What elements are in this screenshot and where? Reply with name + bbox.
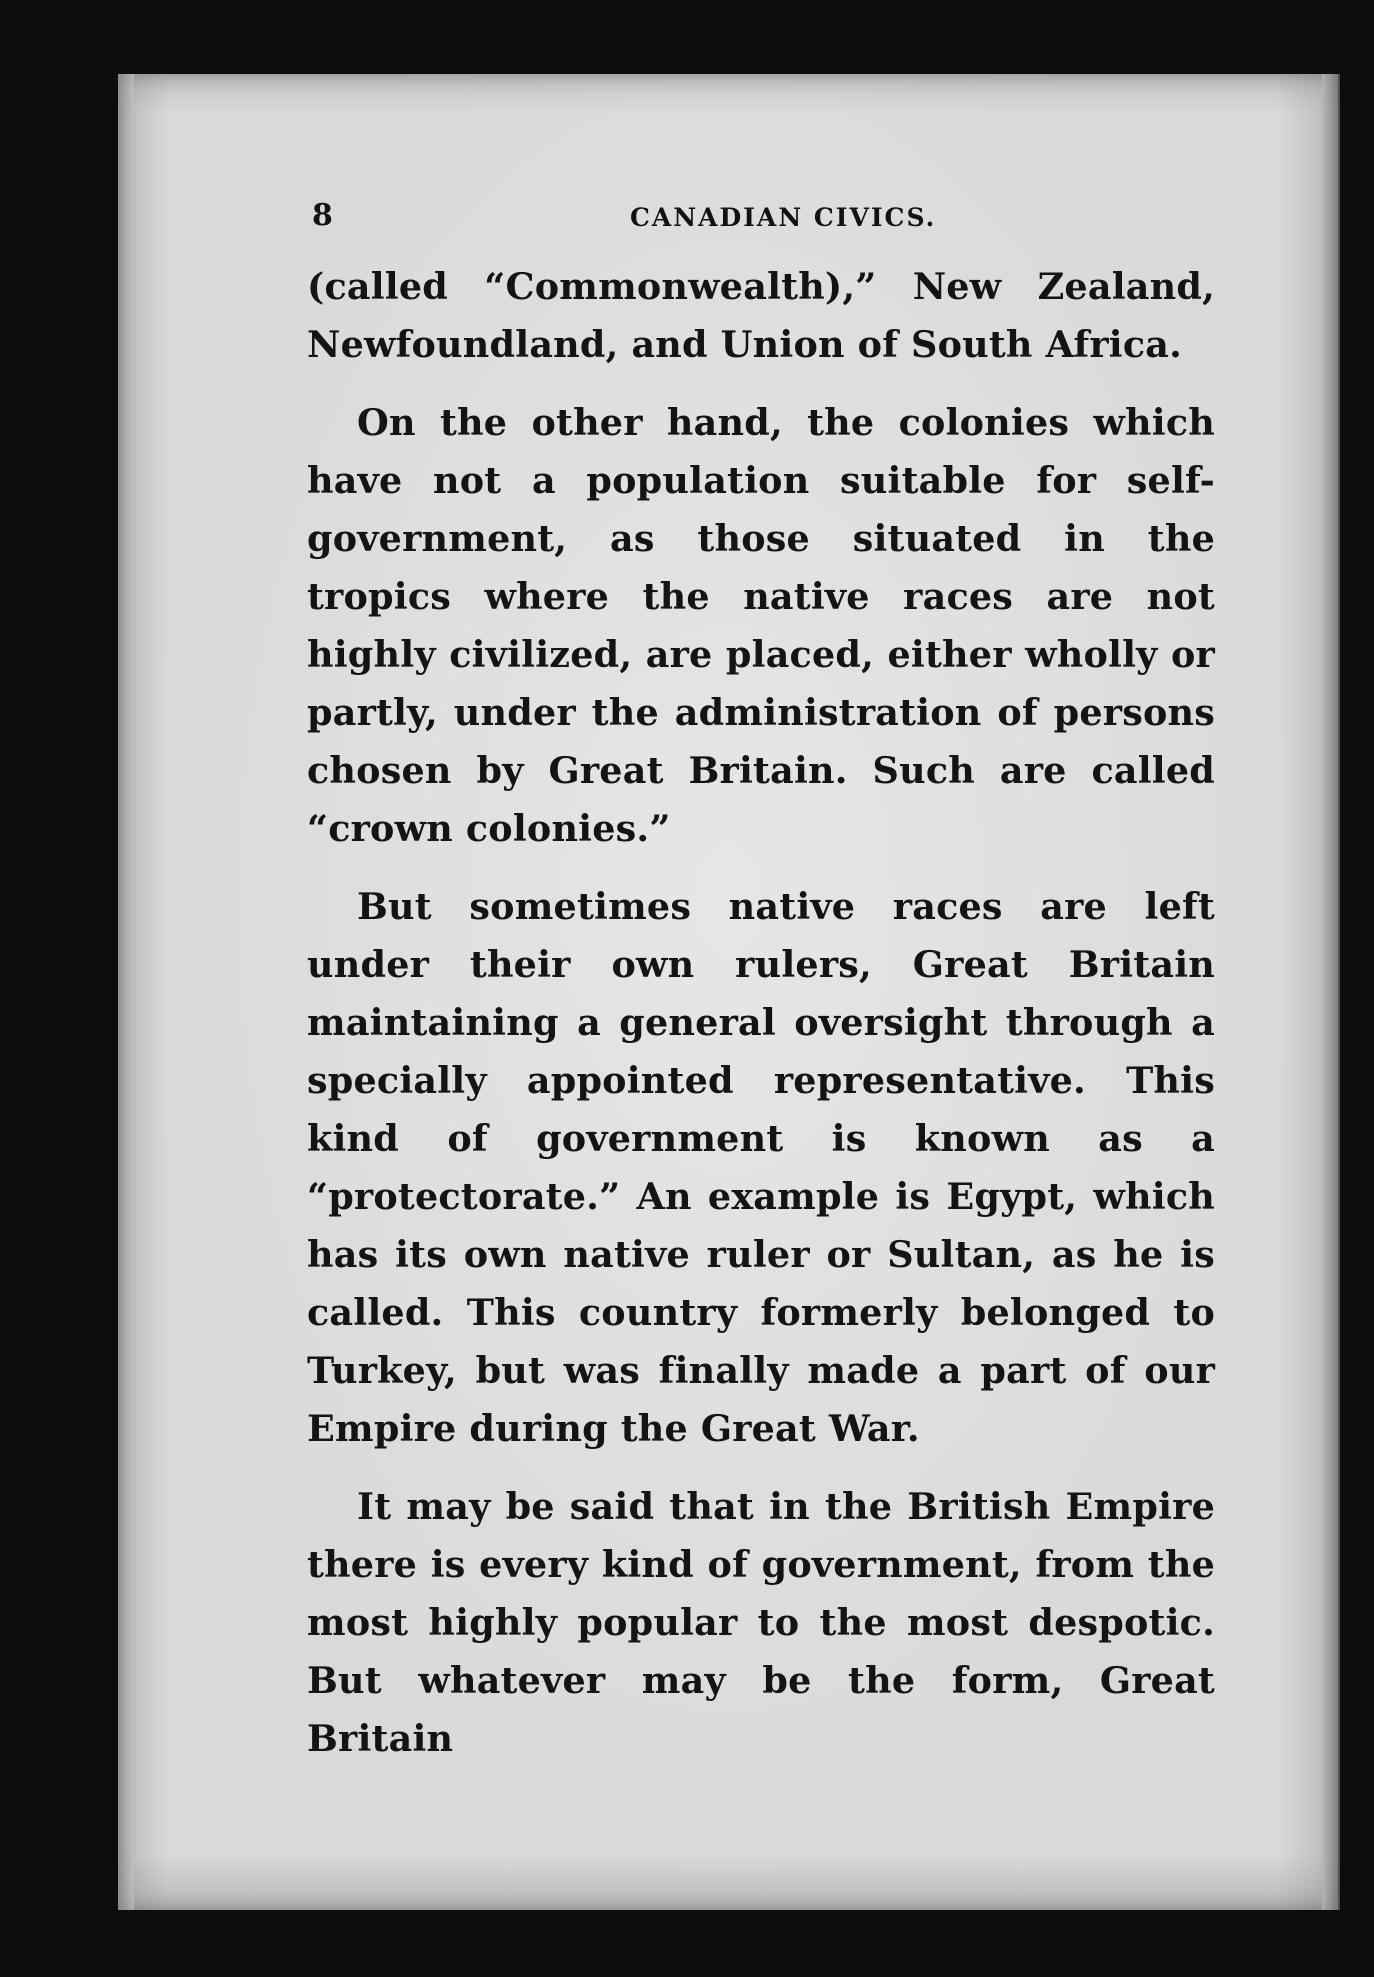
page-right-edge (1322, 74, 1340, 1910)
paragraph-protectorate: But sometimes native races are left under their own rulers, Great Britain maintaining a general oversight through a specially appointed representative. This kind of government is known as a “protectorate.” An example is Egypt, which has its own native ruler or Sultan, as he is called. This country formerly belonged to Turkey, but was finally made a part of our Empire during the Great War. (307, 885, 1215, 1450)
paragraph-continued: (called “Commonwealth),” New Zealand, Newfoundland, and Union of South Africa. (307, 265, 1215, 366)
page-number: 8 (312, 198, 333, 233)
page-header (312, 196, 1212, 236)
page-spine-edge (118, 74, 134, 1910)
running-head: CANADIAN CIVICS. (630, 203, 937, 232)
paragraph-crown-colonies: On the other hand, the colonies which have not a population suitable for self-government, as those situated in the tropics where the native races are not highly civilized, are placed, either wholly or partly, under the administration of persons chosen by Great Britain. Such are called “crown colonies.” (307, 401, 1215, 850)
paragraph-kinds-of-government: It may be said that in the British Empire there is every kind of government, from the most highly popular to the most despotic. But whatever may be the form, Great Britain (307, 1485, 1215, 1760)
body-text (307, 258, 1215, 1768)
